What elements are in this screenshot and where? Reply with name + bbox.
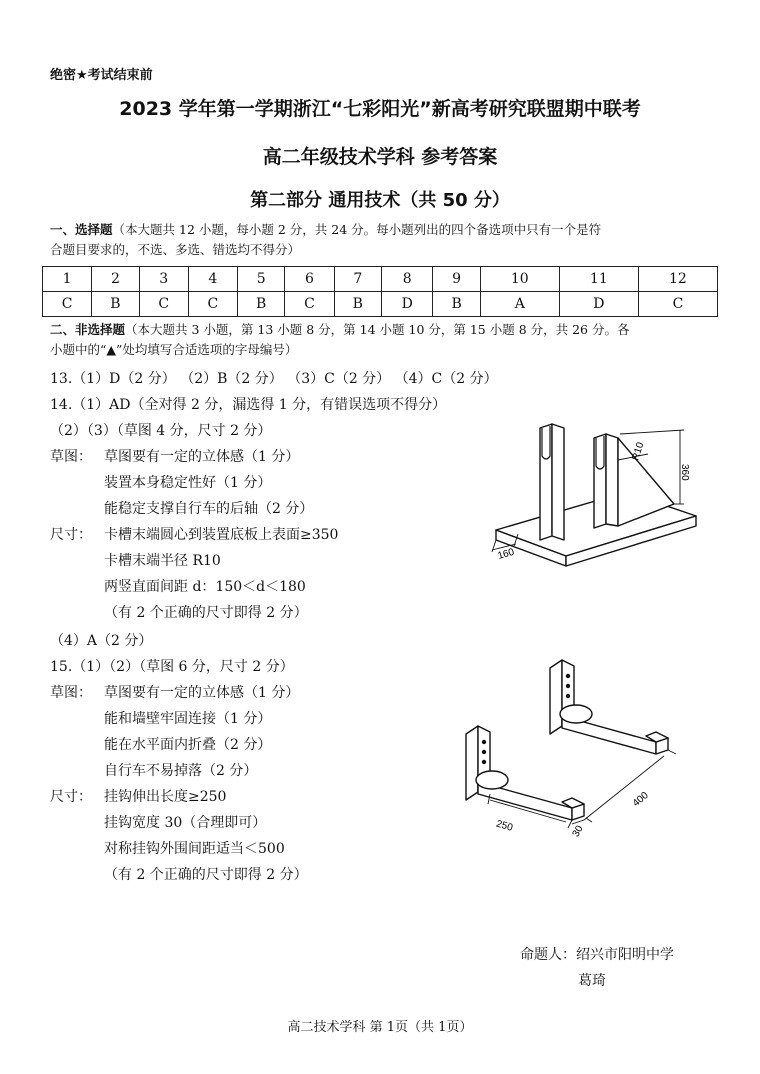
answer-cell: D [382,292,433,317]
q14-sketch-label: 草图： [50,449,92,465]
section1-desc-line2: 合题目要求的，不选、多选、错选均不得分） [50,242,301,257]
q14-dim-item: 卡槽末端圆心到装置底板上表面≥350 [104,527,339,543]
q15-sketch-item: 草图要有一定的立体感（1 分） [104,685,300,701]
question-number-cell: 7 [334,267,381,292]
answer-cell: B [334,292,381,317]
q15-dim-label: 尺寸： [50,789,92,805]
q15-line1: 15.（1）（2）（草图 6 分，尺寸 2 分） [50,659,294,675]
q15-dim-item: 挂钩宽度 30（合理即可） [104,815,267,831]
q15-sketch-label: 草图： [50,685,92,701]
question-number-cell: 6 [285,267,334,292]
part-title: 第二部分 通用技术（共 50 分） [250,190,510,211]
answer-cell: C [139,292,188,317]
question-number-cell: 2 [92,267,139,292]
q15-hook-figure [432,650,732,850]
question-number-cell: 9 [433,267,480,292]
question-number-cell: 11 [559,267,638,292]
answer-table [42,266,718,317]
answer-cell: C [638,292,717,317]
answer-cell: A [480,292,559,317]
q14-line4: （4）A（2 分） [50,633,153,649]
answer-number-row [43,267,718,292]
confidential-tag: 绝密★考试结束前 [50,68,153,83]
author-label: 命题人：绍兴市阳明中学 [520,947,674,963]
question-number-cell: 1 [43,267,92,292]
question-number-cell: 3 [139,267,188,292]
answer-choice-row [43,292,718,317]
answer-cell: B [237,292,284,317]
q15-sketch-item: 能在水平面内折叠（2 分） [104,737,272,753]
answer-cell: C [188,292,237,317]
section1-desc-line1: （本大题共 12 小题，每小题 2 分，共 24 分。每小题列出的四个备选项中只有一个是符 [112,222,602,237]
q15-dim-item: 对称挂钩外围间距适当＜500 [104,841,285,857]
question-number-cell: 10 [480,267,559,292]
question-number-cell: 4 [188,267,237,292]
answer-cell: B [433,292,480,317]
q14-line1: 14.（1）AD（全对得 2 分，漏选得 1 分，有错误选项不得分） [50,397,447,413]
q14-fig-height-label: 360 [679,464,690,481]
q14-line2: （2）（3）（草图 4 分，尺寸 2 分） [50,423,272,439]
author-name: 葛琦 [578,973,606,989]
q14-dim-item: 两竖直面间距 d：150＜d＜180 [104,579,306,595]
q14-stand-figure [478,408,718,580]
q14-dim-label: 尺寸： [50,527,92,543]
q14-sketch-item: 草图要有一定的立体感（1 分） [104,449,300,465]
q14-fig-width-label: 160 [496,546,516,562]
q15-fig-length-label: 250 [494,818,514,834]
question-number-cell: 8 [382,267,433,292]
page-footer: 高二技术学科 第 1页（共 1页） [287,1020,473,1035]
q14-sketch-item: 能稳定支撑自行车的后轴（2 分） [104,501,314,517]
exam-title: 2023 学年第一学期浙江“七彩阳光”新高考研究联盟期中联考 [119,98,641,120]
q13-answer: 13.（1）D（2 分） （2）B（2 分） （3）C（2 分） （4）C（2 分） [50,371,498,387]
answer-cell: C [43,292,92,317]
section2-heading: 二、非选择题 [50,322,126,337]
q14-dim-item: 卡槽末端半径 R10 [104,553,221,569]
section1-desc [50,220,601,260]
section2-desc-line1: （本大题共 3 小题，第 13 小题 8 分，第 14 小题 10 分，第 15 小题 8 分，共 26 分。各 [125,322,630,337]
answer-cell: D [559,292,638,317]
answer-cell: C [285,292,334,317]
q15-dim-item: 挂钩伸出长度≥250 [104,789,227,805]
section2-desc-line2: 小题中的“▲”处均填写合适选项的字母编号） [50,342,298,357]
q15-fig-span-label: 400 [630,790,651,810]
answer-title: 高二年级技术学科 参考答案 [262,146,498,168]
q14-sketch-item: 装置本身稳定性好（1 分） [104,475,272,491]
q15-sketch-item: 自行车不易掉落（2 分） [104,763,258,779]
section2-desc [50,320,629,360]
q15-fig-width-label: 30 [570,823,586,839]
section1-heading: 一、选择题 [50,222,113,237]
question-number-cell: 12 [638,267,717,292]
q15-dim-note: （有 2 个正确的尺寸即得 2 分） [104,867,308,883]
q14-fig-radius-label: R10 [630,441,647,462]
question-number-cell: 5 [237,267,284,292]
q15-sketch-item: 能和墙壁牢固连接（1 分） [104,711,272,727]
q14-dim-note: （有 2 个正确的尺寸即得 2 分） [104,605,308,621]
answer-cell: B [92,292,139,317]
